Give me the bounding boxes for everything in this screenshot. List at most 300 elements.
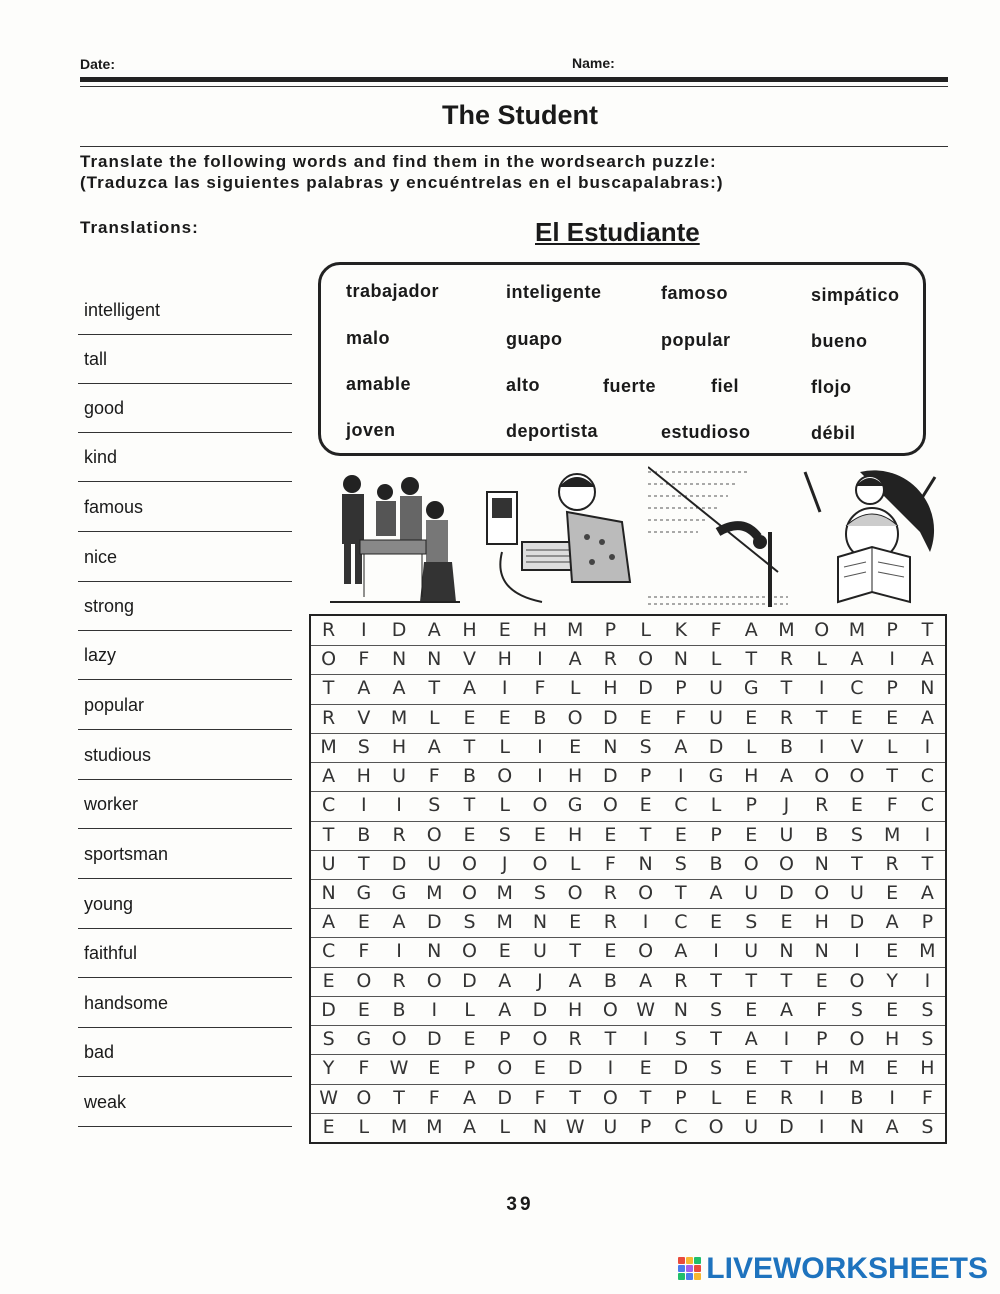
grid-letter[interactable]: A xyxy=(779,765,793,788)
grid-letter[interactable]: E xyxy=(498,706,511,729)
grid-letter[interactable]: F xyxy=(710,619,722,641)
grid-letter[interactable]: I xyxy=(537,765,543,788)
grid-letter[interactable]: I xyxy=(361,794,367,817)
grid-letter[interactable]: B xyxy=(392,998,406,1021)
grid-letter[interactable]: H xyxy=(814,1057,829,1080)
grid-letter[interactable]: Y xyxy=(322,1057,335,1080)
grid-letter[interactable]: S xyxy=(710,998,723,1021)
grid-letter[interactable]: S xyxy=(498,823,511,846)
grid-letter[interactable]: E xyxy=(674,823,687,846)
translation-answer-field[interactable] xyxy=(78,581,292,582)
grid-letter[interactable]: M xyxy=(320,735,337,758)
grid-letter[interactable]: L xyxy=(886,735,898,758)
grid-letter[interactable]: T xyxy=(921,852,934,875)
grid-letter[interactable]: F xyxy=(428,765,440,788)
grid-letter[interactable]: R xyxy=(603,911,617,934)
grid-letter[interactable]: M xyxy=(566,619,584,641)
grid-letter[interactable]: O xyxy=(567,882,583,904)
grid-letter[interactable]: O xyxy=(321,648,337,671)
grid-letter[interactable]: T xyxy=(745,648,758,671)
grid-letter[interactable]: R xyxy=(392,823,406,846)
grid-letter[interactable]: F xyxy=(921,1086,933,1109)
grid-letter[interactable]: M xyxy=(496,882,513,904)
grid-letter[interactable]: E xyxy=(886,998,899,1021)
grid-letter[interactable]: A xyxy=(498,998,512,1021)
grid-letter[interactable]: D xyxy=(497,1086,513,1109)
grid-letter[interactable]: U xyxy=(849,882,864,904)
grid-letter[interactable]: T xyxy=(780,677,793,700)
grid-letter[interactable]: U xyxy=(744,940,759,963)
grid-letter[interactable]: B xyxy=(779,735,793,758)
grid-letter[interactable]: R xyxy=(603,648,617,671)
grid-letter[interactable]: H xyxy=(462,619,477,641)
grid-letter[interactable]: O xyxy=(497,765,513,788)
grid-letter[interactable]: S xyxy=(463,911,476,934)
grid-letter[interactable]: N xyxy=(321,882,336,904)
grid-letter[interactable]: S xyxy=(745,911,758,934)
grid-letter[interactable]: G xyxy=(356,882,372,904)
grid-letter[interactable]: T xyxy=(921,619,934,641)
grid-letter[interactable]: E xyxy=(745,1086,758,1109)
grid-letter[interactable]: O xyxy=(532,1028,548,1051)
grid-letter[interactable]: H xyxy=(532,619,548,641)
grid-letter[interactable]: E xyxy=(533,823,546,846)
grid-letter[interactable]: N xyxy=(427,940,442,963)
grid-letter[interactable]: R xyxy=(322,619,336,641)
grid-letter[interactable]: R xyxy=(779,706,794,729)
grid-letter[interactable]: F xyxy=(358,1057,370,1080)
grid-letter[interactable]: C xyxy=(321,940,336,963)
translation-answer-field[interactable] xyxy=(78,1027,292,1028)
grid-letter[interactable]: J xyxy=(501,852,508,875)
grid-letter[interactable]: H xyxy=(568,998,583,1021)
grid-letter[interactable]: N xyxy=(814,940,829,963)
grid-letter[interactable]: J xyxy=(537,969,543,992)
grid-letter[interactable]: E xyxy=(357,998,370,1021)
grid-letter[interactable]: P xyxy=(498,1028,511,1051)
grid-letter[interactable]: T xyxy=(569,1086,581,1109)
grid-letter[interactable]: O xyxy=(462,940,477,963)
grid-letter[interactable]: A xyxy=(357,677,371,700)
grid-letter[interactable]: R xyxy=(322,706,336,729)
grid-letter[interactable]: F xyxy=(534,1086,546,1109)
grid-letter[interactable]: T xyxy=(569,940,581,963)
grid-letter[interactable]: E xyxy=(604,940,617,963)
grid-letter[interactable]: I xyxy=(854,940,860,963)
grid-letter[interactable]: I xyxy=(818,1115,825,1138)
grid-letter[interactable]: U xyxy=(392,765,406,788)
translation-answer-field[interactable] xyxy=(78,679,292,680)
grid-letter[interactable]: H xyxy=(920,1057,935,1080)
grid-letter[interactable]: L xyxy=(499,794,511,817)
grid-letter[interactable]: D xyxy=(567,1057,583,1080)
grid-letter[interactable]: R xyxy=(603,882,617,904)
grid-letter[interactable]: E xyxy=(745,706,758,729)
grid-letter[interactable]: H xyxy=(568,823,583,846)
grid-letter[interactable]: H xyxy=(391,735,407,758)
grid-letter[interactable]: T xyxy=(851,852,863,875)
grid-letter[interactable]: O xyxy=(602,1086,618,1109)
translation-answer-field[interactable] xyxy=(78,432,292,433)
grid-letter[interactable]: I xyxy=(361,619,367,641)
grid-letter[interactable]: I xyxy=(537,648,543,671)
grid-letter[interactable]: A xyxy=(427,735,441,758)
grid-letter[interactable]: H xyxy=(744,765,759,788)
grid-letter[interactable]: P xyxy=(463,1057,476,1080)
grid-letter[interactable]: E xyxy=(569,735,582,758)
grid-letter[interactable]: U xyxy=(603,1115,618,1138)
grid-letter[interactable]: I xyxy=(396,940,402,963)
grid-letter[interactable]: O xyxy=(391,1028,407,1051)
grid-letter[interactable]: O xyxy=(532,852,548,875)
grid-letter[interactable]: O xyxy=(356,1086,372,1109)
grid-letter[interactable]: O xyxy=(567,706,583,729)
grid-letter[interactable]: E xyxy=(710,911,723,934)
grid-letter[interactable]: S xyxy=(639,735,652,758)
grid-letter[interactable]: U xyxy=(779,823,794,846)
grid-letter[interactable]: I xyxy=(818,1086,825,1109)
grid-letter[interactable]: L xyxy=(428,706,440,729)
grid-letter[interactable]: D xyxy=(779,1115,794,1138)
grid-letter[interactable]: E xyxy=(745,998,758,1021)
grid-letter[interactable]: W xyxy=(636,998,655,1021)
grid-letter[interactable]: T xyxy=(675,882,687,904)
grid-letter[interactable]: I xyxy=(924,823,931,846)
grid-letter[interactable]: L xyxy=(499,735,511,758)
translation-answer-field[interactable] xyxy=(78,630,292,631)
grid-letter[interactable]: G xyxy=(708,765,724,788)
grid-letter[interactable]: P xyxy=(604,619,617,641)
grid-letter[interactable]: O xyxy=(814,619,830,641)
translation-answer-field[interactable] xyxy=(78,828,292,829)
grid-letter[interactable]: G xyxy=(391,882,407,904)
grid-letter[interactable]: I xyxy=(713,940,719,963)
translation-answer-field[interactable] xyxy=(78,334,292,335)
grid-letter[interactable]: C xyxy=(674,1115,688,1138)
grid-letter[interactable]: P xyxy=(886,677,898,700)
grid-letter[interactable]: I xyxy=(889,648,895,671)
grid-letter[interactable]: N xyxy=(427,648,442,671)
grid-letter[interactable]: T xyxy=(745,969,758,992)
grid-letter[interactable]: D xyxy=(321,998,336,1021)
grid-letter[interactable]: P xyxy=(886,619,898,641)
grid-letter[interactable]: G xyxy=(743,677,759,700)
grid-letter[interactable]: E xyxy=(886,1057,899,1080)
grid-letter[interactable]: F xyxy=(675,706,687,729)
grid-letter[interactable]: I xyxy=(889,1086,895,1109)
grid-letter[interactable]: A xyxy=(498,969,512,992)
grid-letter[interactable]: E xyxy=(745,1057,758,1080)
grid-letter[interactable]: F xyxy=(886,794,898,817)
grid-letter[interactable]: O xyxy=(743,852,759,875)
grid-letter[interactable]: I xyxy=(396,794,402,817)
grid-letter[interactable]: L xyxy=(710,648,722,671)
grid-letter[interactable]: O xyxy=(849,969,865,992)
grid-letter[interactable]: E xyxy=(886,882,899,904)
grid-letter[interactable]: W xyxy=(389,1057,409,1080)
grid-letter[interactable]: O xyxy=(779,852,794,875)
grid-letter[interactable]: S xyxy=(850,998,863,1021)
grid-letter[interactable]: J xyxy=(783,794,790,817)
grid-letter[interactable]: N xyxy=(638,852,653,875)
grid-letter[interactable]: D xyxy=(779,882,794,904)
grid-letter[interactable]: T xyxy=(639,823,652,846)
grid-letter[interactable]: E xyxy=(357,911,370,934)
grid-letter[interactable]: O xyxy=(708,1115,724,1138)
grid-letter[interactable]: O xyxy=(462,882,477,904)
grid-letter[interactable]: O xyxy=(814,765,830,788)
grid-letter[interactable]: D xyxy=(391,619,407,641)
grid-letter[interactable]: R xyxy=(674,969,688,992)
grid-letter[interactable]: N xyxy=(814,852,829,875)
grid-letter[interactable]: U xyxy=(709,706,723,729)
grid-letter[interactable]: E xyxy=(639,1057,652,1080)
grid-letter[interactable]: S xyxy=(921,1115,934,1138)
wordsearch-grid[interactable] xyxy=(309,614,947,1144)
grid-letter[interactable]: S xyxy=(850,823,863,846)
grid-letter[interactable]: S xyxy=(322,1028,335,1051)
grid-letter[interactable]: T xyxy=(886,765,898,788)
translation-answer-field[interactable] xyxy=(78,977,292,978)
grid-letter[interactable]: A xyxy=(885,911,899,934)
grid-letter[interactable]: P xyxy=(921,911,934,934)
grid-letter[interactable]: W xyxy=(565,1115,585,1138)
grid-letter[interactable]: A xyxy=(322,911,336,934)
grid-letter[interactable]: E xyxy=(850,706,863,729)
grid-letter[interactable]: E xyxy=(463,823,476,846)
grid-letter[interactable]: M xyxy=(426,1115,443,1138)
grid-letter[interactable]: N xyxy=(603,735,618,758)
grid-letter[interactable]: B xyxy=(709,852,723,875)
grid-letter[interactable]: O xyxy=(602,794,618,817)
grid-letter[interactable]: E xyxy=(569,911,582,934)
grid-letter[interactable]: Y xyxy=(886,969,898,992)
grid-letter[interactable]: E xyxy=(533,1057,546,1080)
grid-letter[interactable]: P xyxy=(639,765,652,788)
grid-letter[interactable]: T xyxy=(322,823,335,846)
grid-letter[interactable]: T xyxy=(463,794,476,817)
grid-letter[interactable]: O xyxy=(462,852,477,875)
grid-letter[interactable]: A xyxy=(462,677,476,700)
grid-letter[interactable]: M xyxy=(919,940,936,963)
grid-letter[interactable]: T xyxy=(639,1086,652,1109)
grid-letter[interactable]: H xyxy=(568,765,583,788)
grid-letter[interactable]: P xyxy=(675,1086,687,1109)
grid-letter[interactable]: I xyxy=(431,998,438,1021)
grid-letter[interactable]: C xyxy=(920,765,935,788)
grid-letter[interactable]: A xyxy=(322,765,336,788)
grid-letter[interactable]: B xyxy=(850,1086,864,1109)
grid-letter[interactable]: S xyxy=(357,735,370,758)
grid-letter[interactable]: W xyxy=(319,1086,338,1109)
grid-letter[interactable]: N xyxy=(391,648,407,671)
grid-letter[interactable]: O xyxy=(814,882,830,904)
grid-letter[interactable]: N xyxy=(920,677,935,700)
grid-letter[interactable]: O xyxy=(849,765,865,788)
grid-letter[interactable]: U xyxy=(532,940,547,963)
grid-letter[interactable]: C xyxy=(674,911,688,934)
grid-letter[interactable]: L xyxy=(499,1115,511,1138)
grid-letter[interactable]: E xyxy=(498,619,511,641)
grid-letter[interactable]: I xyxy=(642,1028,649,1051)
grid-letter[interactable]: O xyxy=(532,794,548,817)
grid-letter[interactable]: A xyxy=(674,735,688,758)
grid-letter[interactable]: T xyxy=(428,677,441,700)
grid-letter[interactable]: I xyxy=(537,735,543,758)
grid-letter[interactable]: H xyxy=(814,911,829,934)
grid-letter[interactable]: H xyxy=(885,1028,900,1051)
grid-letter[interactable]: F xyxy=(358,940,370,963)
grid-letter[interactable]: B xyxy=(815,823,829,846)
grid-letter[interactable]: A xyxy=(709,882,723,904)
grid-letter[interactable]: S xyxy=(921,1028,934,1051)
grid-letter[interactable]: D xyxy=(638,677,653,700)
grid-letter[interactable]: E xyxy=(463,706,476,729)
grid-letter[interactable]: P xyxy=(710,823,722,846)
grid-letter[interactable]: S xyxy=(674,852,687,875)
grid-letter[interactable]: D xyxy=(603,765,618,788)
grid-letter[interactable]: E xyxy=(886,706,899,729)
grid-letter[interactable]: L xyxy=(358,1115,370,1138)
grid-letter[interactable]: T xyxy=(322,677,335,700)
grid-letter[interactable]: E xyxy=(604,823,617,846)
grid-letter[interactable]: T xyxy=(815,706,828,729)
grid-letter[interactable]: T xyxy=(780,1057,793,1080)
grid-letter[interactable]: C xyxy=(850,677,864,700)
grid-letter[interactable]: A xyxy=(920,648,934,671)
grid-letter[interactable]: O xyxy=(426,969,442,992)
grid-letter[interactable]: R xyxy=(392,969,406,992)
grid-letter[interactable]: A xyxy=(744,1028,758,1051)
grid-letter[interactable]: I xyxy=(501,677,508,700)
grid-letter[interactable]: M xyxy=(496,911,513,934)
grid-letter[interactable]: I xyxy=(678,765,684,788)
grid-letter[interactable]: N xyxy=(532,911,548,934)
translation-answer-field[interactable] xyxy=(78,928,292,929)
grid-letter[interactable]: L xyxy=(569,852,581,875)
grid-letter[interactable]: A xyxy=(462,1086,476,1109)
grid-letter[interactable]: P xyxy=(639,1115,652,1138)
grid-letter[interactable]: D xyxy=(603,706,618,729)
grid-letter[interactable]: R xyxy=(815,794,829,817)
grid-letter[interactable]: M xyxy=(883,823,901,846)
grid-letter[interactable]: A xyxy=(920,706,934,729)
grid-letter[interactable]: C xyxy=(321,794,336,817)
grid-letter[interactable]: U xyxy=(709,677,723,700)
translation-answer-field[interactable] xyxy=(78,481,292,482)
grid-letter[interactable]: U xyxy=(321,852,336,875)
grid-letter[interactable]: D xyxy=(849,911,865,934)
translation-answer-field[interactable] xyxy=(78,878,292,879)
grid-letter[interactable]: L xyxy=(710,1086,722,1109)
grid-letter[interactable]: C xyxy=(674,794,688,817)
grid-letter[interactable]: B xyxy=(603,969,617,992)
grid-letter[interactable]: P xyxy=(815,1028,828,1051)
translation-answer-field[interactable] xyxy=(78,1126,292,1127)
grid-letter[interactable]: L xyxy=(569,677,581,700)
grid-letter[interactable]: R xyxy=(779,648,794,671)
grid-letter[interactable]: N xyxy=(779,940,794,963)
grid-letter[interactable]: V xyxy=(850,735,864,758)
grid-letter[interactable]: E xyxy=(639,706,652,729)
grid-letter[interactable]: P xyxy=(745,794,757,817)
grid-letter[interactable]: O xyxy=(356,969,372,992)
grid-letter[interactable]: S xyxy=(428,794,441,817)
grid-letter[interactable]: E xyxy=(886,940,899,963)
grid-letter[interactable]: A xyxy=(639,969,653,992)
grid-letter[interactable]: H xyxy=(356,765,371,788)
grid-letter[interactable]: O xyxy=(849,1028,865,1051)
grid-letter[interactable]: H xyxy=(497,648,512,671)
grid-letter[interactable]: D xyxy=(426,1028,442,1051)
grid-letter[interactable]: F xyxy=(604,852,616,875)
grid-letter[interactable]: R xyxy=(885,852,899,875)
grid-letter[interactable]: A xyxy=(568,648,582,671)
grid-letter[interactable]: E xyxy=(428,1057,441,1080)
grid-letter[interactable]: A xyxy=(744,619,758,641)
grid-letter[interactable]: L xyxy=(745,735,757,758)
grid-letter[interactable]: D xyxy=(673,1057,689,1080)
grid-letter[interactable]: M xyxy=(848,619,866,641)
grid-letter[interactable]: F xyxy=(816,998,828,1021)
grid-letter[interactable]: O xyxy=(638,940,654,963)
grid-letter[interactable]: T xyxy=(604,1028,617,1051)
grid-letter[interactable]: L xyxy=(464,998,475,1021)
grid-letter[interactable]: F xyxy=(358,648,370,671)
grid-letter[interactable]: M xyxy=(426,882,443,904)
grid-letter[interactable]: G xyxy=(356,1028,372,1051)
grid-letter[interactable]: E xyxy=(745,823,758,846)
grid-letter[interactable]: N xyxy=(532,1115,548,1138)
grid-letter[interactable]: A xyxy=(850,648,864,671)
grid-letter[interactable]: I xyxy=(642,911,649,934)
grid-letter[interactable]: T xyxy=(393,1086,405,1109)
grid-letter[interactable]: T xyxy=(710,1028,722,1051)
grid-letter[interactable]: O xyxy=(497,1057,513,1080)
grid-letter[interactable]: E xyxy=(322,1115,335,1138)
translation-answer-field[interactable] xyxy=(78,383,292,384)
grid-letter[interactable]: B xyxy=(462,765,476,788)
grid-letter[interactable]: A xyxy=(674,940,688,963)
translation-answer-field[interactable] xyxy=(78,779,292,780)
grid-letter[interactable]: E xyxy=(498,940,511,963)
grid-letter[interactable]: I xyxy=(818,735,825,758)
grid-letter[interactable]: K xyxy=(674,619,688,641)
grid-letter[interactable]: R xyxy=(779,1086,794,1109)
grid-letter[interactable]: I xyxy=(924,735,931,758)
grid-letter[interactable]: S xyxy=(921,998,934,1021)
grid-letter[interactable]: I xyxy=(924,969,931,992)
grid-letter[interactable]: U xyxy=(744,1115,759,1138)
grid-letter[interactable]: A xyxy=(568,969,582,992)
grid-letter[interactable]: A xyxy=(462,1115,476,1138)
grid-letter[interactable]: N xyxy=(673,648,688,671)
grid-letter[interactable]: E xyxy=(463,1028,476,1051)
grid-letter[interactable]: F xyxy=(534,677,546,700)
grid-letter[interactable]: A xyxy=(392,911,406,934)
grid-letter[interactable]: L xyxy=(640,619,651,641)
grid-letter[interactable]: N xyxy=(849,1115,865,1138)
grid-letter[interactable]: D xyxy=(532,998,548,1021)
grid-letter[interactable]: D xyxy=(462,969,477,992)
grid-letter[interactable]: A xyxy=(392,677,406,700)
grid-letter[interactable]: D xyxy=(391,852,407,875)
grid-letter[interactable]: T xyxy=(463,735,476,758)
grid-letter[interactable]: I xyxy=(783,1028,790,1051)
grid-letter[interactable]: E xyxy=(322,969,335,992)
grid-letter[interactable]: A xyxy=(427,619,441,641)
grid-letter[interactable]: C xyxy=(920,794,935,817)
